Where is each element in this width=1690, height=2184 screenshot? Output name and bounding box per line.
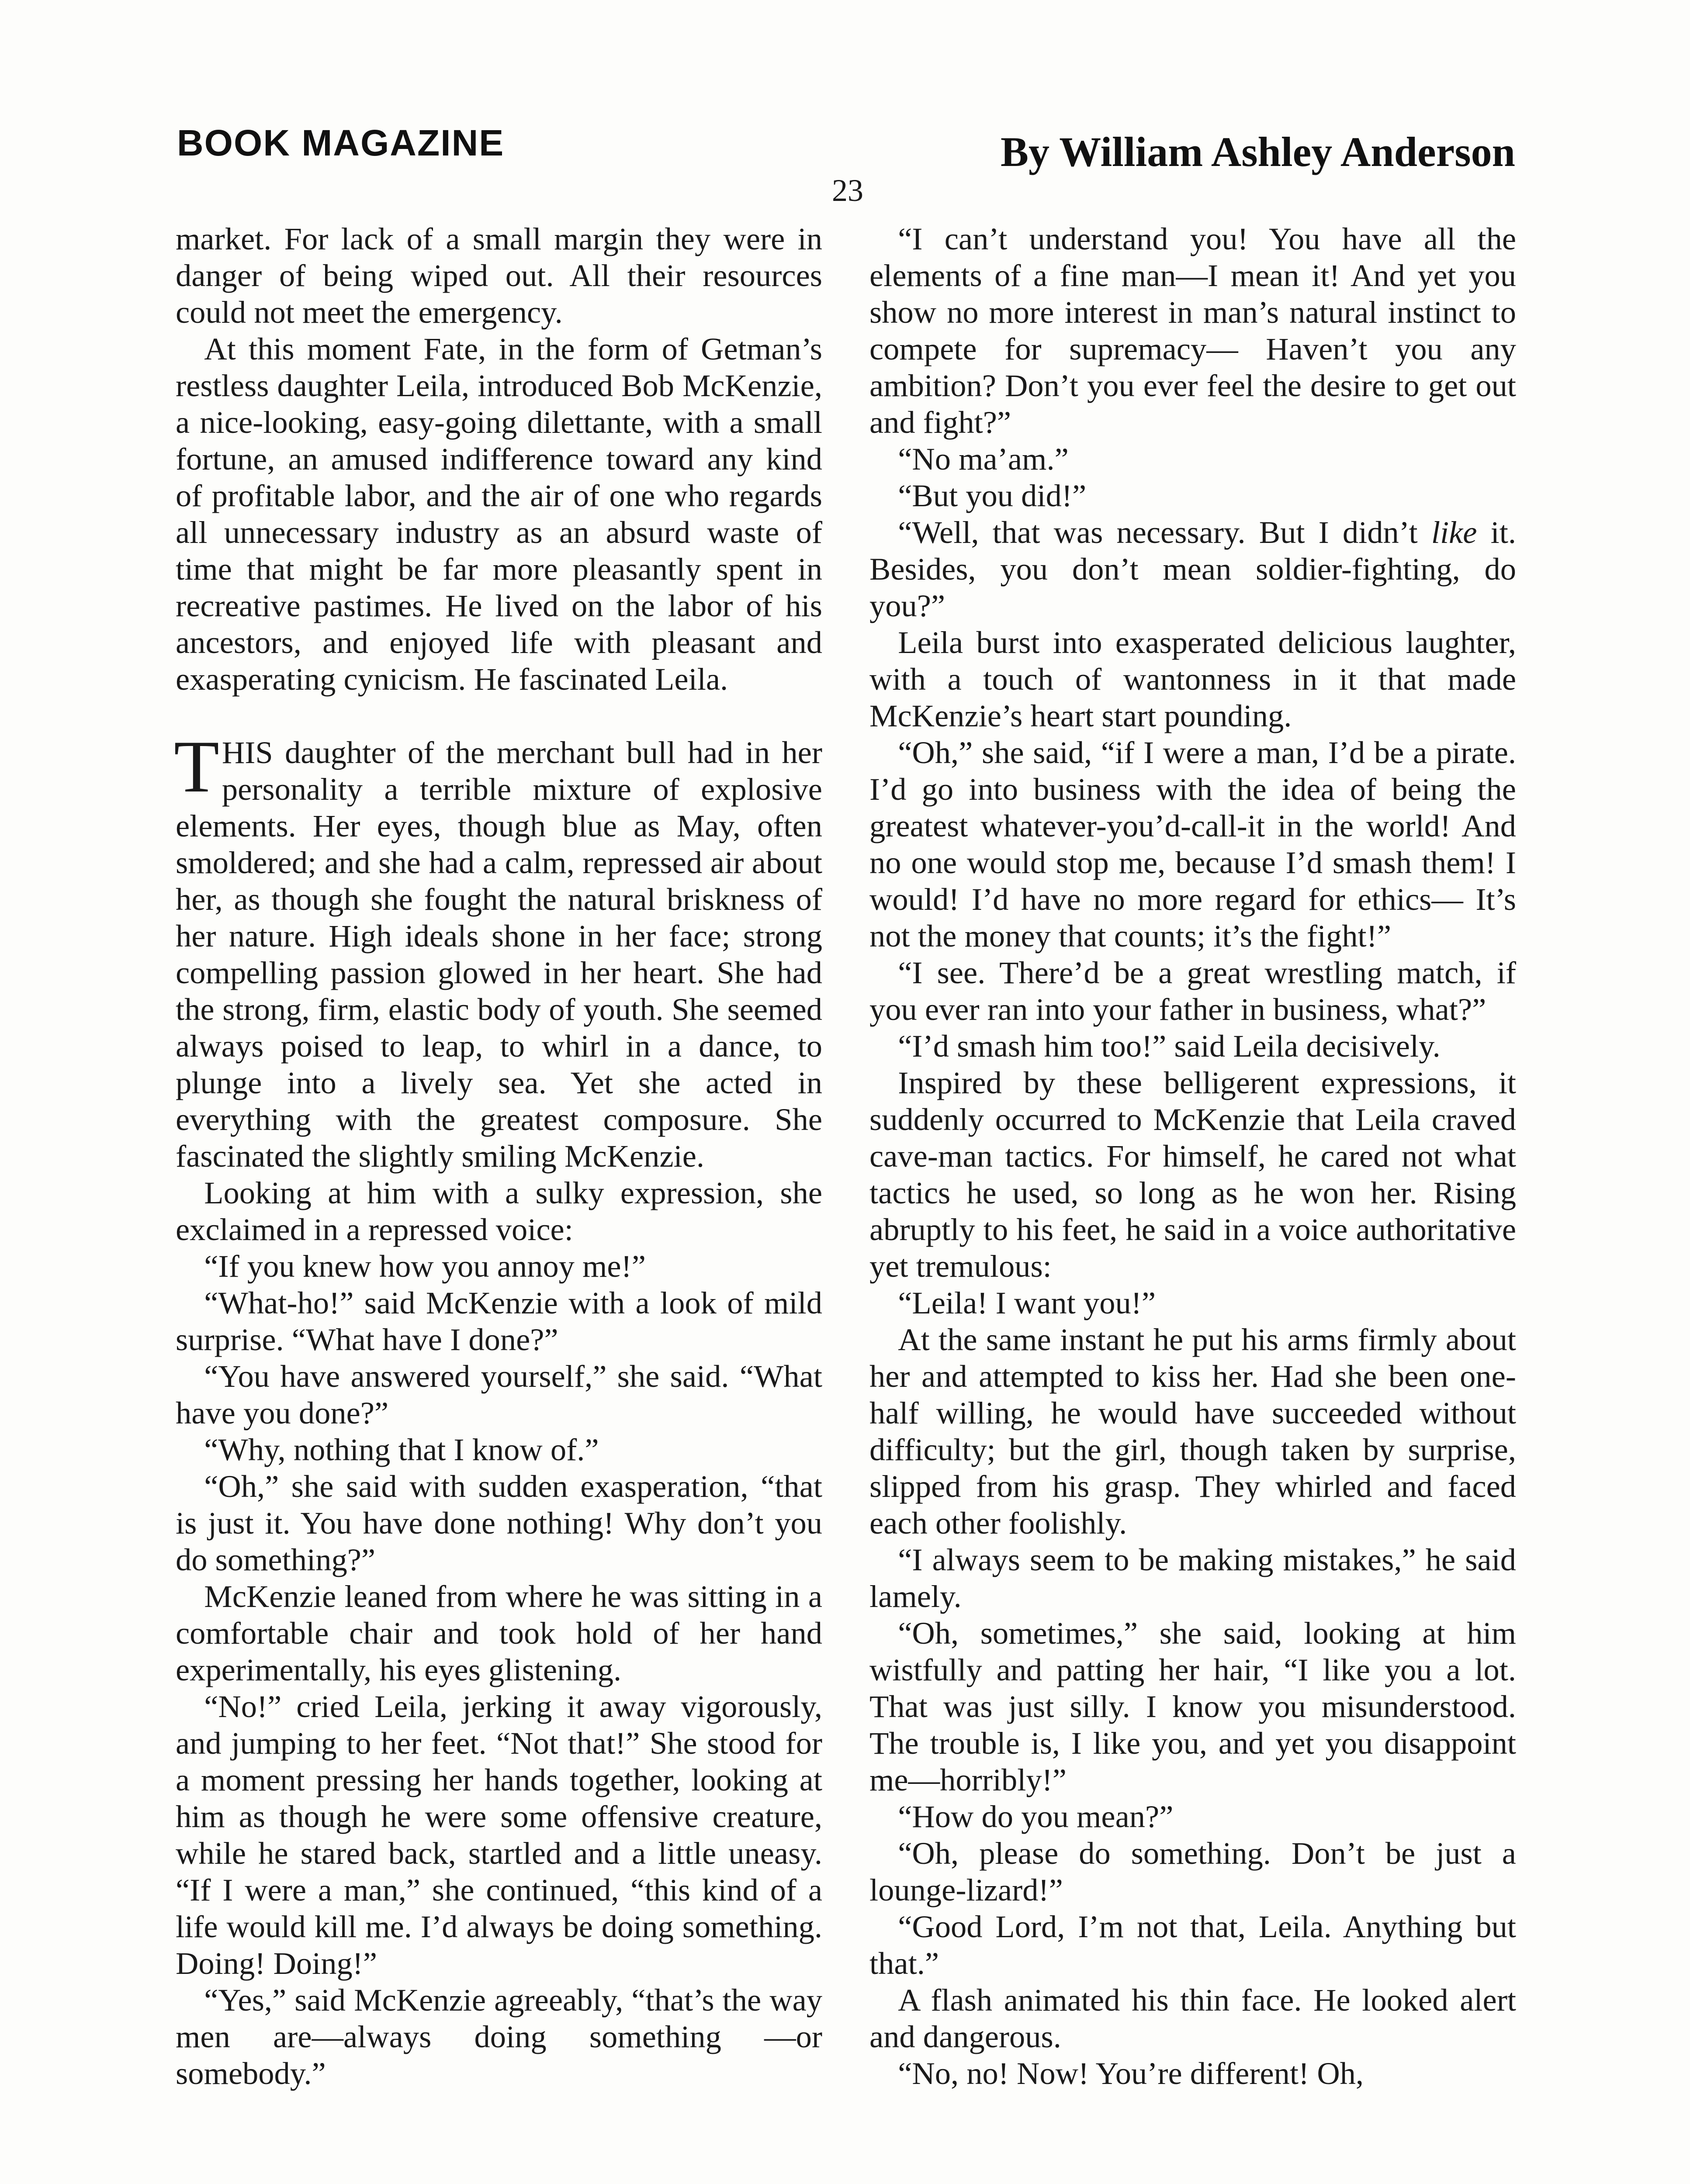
paragraph	[869, 514, 1516, 624]
paragraph: “Oh, please do something. Don’t be just a lounge-lizard!”	[869, 1835, 1516, 1908]
paragraph: “I always seem to be making mistakes,” he said lamely.	[869, 1542, 1516, 1614]
paragraph: “Why, nothing that I know of.”	[204, 1432, 599, 1467]
paragraph: “You have answered yourself,” she said. “What have you done?”	[176, 1358, 822, 1431]
paragraph: Leila burst into exasperated delicious laughter, with a touch of wantonness in it that made McKenzie’s heart start pounding.	[869, 625, 1516, 733]
paragraph: “No, no! Now! You’re different! Oh,	[898, 2056, 1364, 2091]
paragraph: “Oh,” she said, “if I were a man, I’d be a pirate. I’d go into business with the idea of being the greatest whatever-you’d-call-it in the world! And no one would stop me, because I’d smash them! I would! I’d have no more regard for ethics— It’s not the money that counts; it’s the fight!”	[869, 735, 1516, 954]
left-column	[176, 221, 822, 2092]
paragraph: “I can’t understand you! You have all the elements of a fine man—I mean it! And yet you show no more interest in man’s natural instinct to compete for supremacy— Haven’t you any ambition? Don’t you ever feel the desire to get out and fight?”	[869, 221, 1516, 440]
paragraph: market. For lack of a small margin they were in danger of being wiped out. All their resources could not meet the emergency.	[176, 221, 822, 330]
paragraph: McKenzie leaned from where he was sitting in a comfortable chair and took hold of her hand experimentally, his eyes glistening.	[176, 1579, 822, 1687]
paragraph: “How do you mean?”	[898, 1799, 1174, 1834]
italic-emphasis: like	[1431, 515, 1477, 550]
paragraph: A flash animated his thin face. He looked alert and dangerous.	[869, 1982, 1516, 2054]
paragraph: “What-ho!” said McKenzie with a look of mild surprise. “What have I done?”	[176, 1285, 822, 1357]
paragraph-text: “Well, that was necessary. But I didn’t	[898, 515, 1431, 550]
section-start-paragraph	[174, 726, 822, 1175]
paragraph: At the same instant he put his arms firmly about her and attempted to kiss her. Had she been one-half willing, he would have succeeded without difficulty; but the girl, though taken by surprise, slipped from his grasp. They whirled and faced each other foolishly.	[869, 1322, 1516, 1541]
paragraph: “Yes,” said McKenzie agreeably, “that’s the way men are—always doing something —or somebody.”	[176, 1982, 822, 2091]
paragraph-text: it. Besides, you don’t mean soldier-fighting, do you?”	[869, 515, 1516, 623]
paragraph: “I’d smash him too!” said Leila decisively.	[898, 1028, 1441, 1064]
page-number: 23	[832, 173, 863, 208]
paragraph: “If you knew how you annoy me!”	[204, 1248, 646, 1284]
paragraph: “I see. There’d be a great wrestling match, if you ever ran into your father in business, what?”	[869, 955, 1516, 1027]
paragraph: “Oh,” she said with sudden exasperation, “that is just it. You have done nothing! Why don’t you do something?”	[176, 1469, 822, 1577]
paragraph: Inspired by these belligerent expressions, it suddenly occurred to McKenzie that Leila craved cave-man tactics. For himself, he cared not what tactics he used, so long as he won her. Rising abruptly to his feet, he said in a voice authoritative yet tremulous:	[869, 1065, 1516, 1284]
paragraph: “No ma’am.”	[898, 441, 1069, 477]
right-column	[869, 221, 1516, 2092]
drop-cap: T	[174, 726, 219, 808]
paragraph-text: HIS daughter of the merchant bull had in her personality a terrible mixture of explosive elements. Her eyes, though blue as May, often smoldered; and she had a calm, repressed air about her, as though she fought the natural briskness of her nature. High ideals shone in her face; strong compelling passion glowed in her heart. She had the strong, firm, elastic body of youth. She seemed always poised to leap, to whirl in a dance, to plunge into a lively sea. Yet she acted in everything with the greatest composure. She fascinated the slightly smiling McKenzie.	[176, 735, 822, 1174]
paragraph: Looking at him with a sulky expression, she exclaimed in a repressed voice:	[176, 1175, 822, 1247]
paragraph: “Leila! I want you!”	[898, 1285, 1156, 1320]
paragraph: “Oh, sometimes,” she said, looking at him wistfully and patting her hair, “I like you a lot. That was just silly. I know you misunderstood. The trouble is, I like you, and yet you disappoint me—horribly!”	[869, 1615, 1516, 1797]
author-byline: By William Ashley Anderson	[1000, 128, 1515, 175]
paragraph: “No!” cried Leila, jerking it away vigorously, and jumping to her feet. “Not that!” She stood for a moment pressing her hands together, looking at him as though he were some offensive creature, while he stared back, startled and a little uneasy. “If I were a man,” she continued, “this kind of a life would kill me. I’d always be doing something. Doing! Doing!”	[176, 1689, 822, 1981]
paragraph: “But you did!”	[898, 478, 1087, 513]
paragraph: “Good Lord, I’m not that, Leila. Anything but that.”	[869, 1909, 1516, 1981]
paragraph: At this moment Fate, in the form of Getman’s restless daughter Leila, introduced Bob McKenzie, a nice-looking, easy-going dilettante, with a small fortune, an amused indifference toward any kind of profitable labor, and the air of one who regards all unnecessary industry as an absurd waste of time that might be far more pleasantly spent in recreative pastimes. He lived on the labor of his ancestors, and enjoyed life with pleasant and exasperating cynicism. He fascinated Leila.	[176, 331, 822, 697]
magazine-title: BOOK MAGAZINE	[177, 122, 505, 163]
